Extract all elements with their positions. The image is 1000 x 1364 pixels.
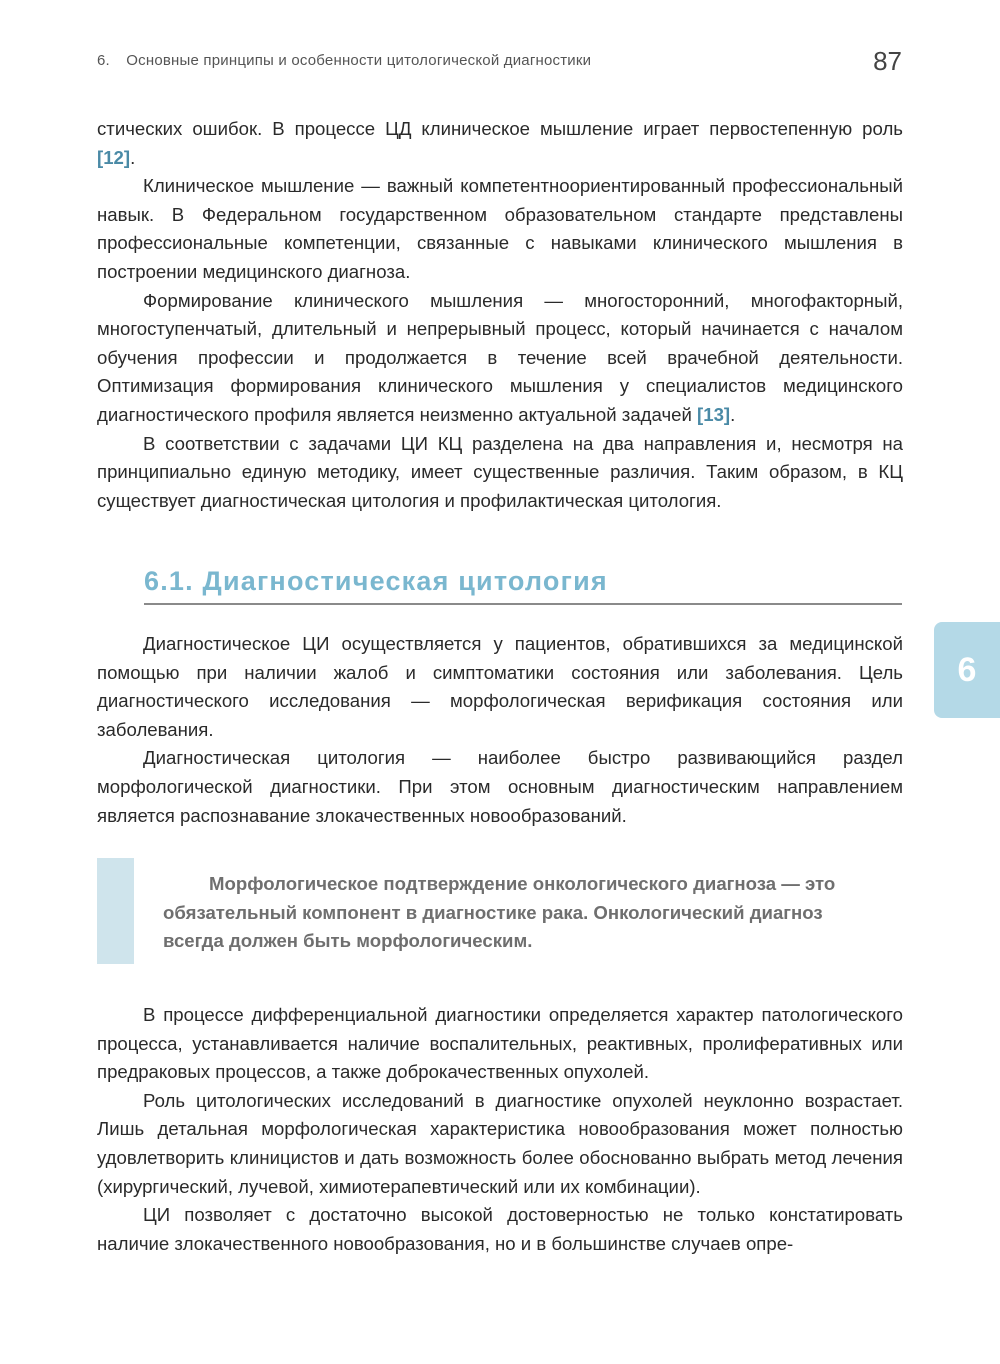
paragraph: Диагностическое ЦИ осуществляется у пациентов, обратившихся за медицинской помощью при наличии жалоб и симптоматики состояния или заболевания. Цель диагностического исследования — морфологическая верификация состояния или заболевания. [97, 633, 903, 740]
paragraph: В соответствии с задачами ЦИ КЦ разделена на два направления и, несмотря на принципиально единую методику, имеет существенные различия. Таким образом, в КЦ существует диагностическая цитология и профилактическая цитология. [97, 432, 903, 511]
chapter-number: 6. [97, 52, 110, 69]
paragraph: ЦИ позволяет с достаточно высокой достоверностью не только констатировать наличие злокачественного новообразования, но и в большинстве случаев опре- [97, 1204, 903, 1254]
paragraph-text: Формирование клинического мышления — многосторонний, многофакторный, многоступенчатый, длительный и непрерывный процесс, который начинается с началом обучения профессии и продолжается в течение всей врачебной деятельности. Оптимизация формирования клинического мышления у специалистов медицинского диагностического профиля является неизменно актуальной задачей [97, 289, 903, 425]
paragraph: Роль цитологических исследований в диагностике опухолей неуклонно возрастает. Лишь детальная морфологическая характеристика новообразования может полностью удовлетворить клиницистов и дать возможность более обоснованно выбрать метод лечения (хирургический, лучевой, химиотерапевтический или их комбинации). [97, 1089, 903, 1197]
paragraph: Диагностическая цитология — наиболее быстро развивающийся раздел морфологической диагностики. При этом основным диагностическим направлением является распознавание злокачественных новообразований. [97, 747, 903, 826]
paragraph: В процессе дифференциальной диагностики определяется характер патологического процесса, устанавливается наличие воспалительных, реактивных, пролиферативных или предраковых процессов, а также доброкачественных опухолей. [97, 1004, 903, 1083]
citation-link[interactable]: [13] [697, 403, 731, 425]
page-number: 87 [873, 46, 902, 76]
chapter-tab[interactable]: 6 [934, 622, 1000, 718]
citation-link[interactable]: [12] [97, 146, 131, 168]
section-text-top [97, 630, 903, 830]
paragraph [97, 115, 903, 172]
paragraph: Клиническое мышление — важный компетентноориентированный профессиональный навык. В Федеральном государственном образовательном стандарте представлены профессиональные компетенции, связанные с навыками клинического мышления в построении медицинского диагноза. [97, 175, 903, 282]
intro-text [97, 115, 903, 515]
section-text-bottom [97, 1001, 903, 1258]
paragraph-end: . [730, 403, 736, 425]
chapter-title: Основные принципы и особенности цитологической диагностики [126, 52, 592, 69]
callout-text: Морфологическое подтверждение онкологического диагноза — это обязательный компонент в диагностике рака. Онкологический диагноз всегда должен быть морфологическим. [163, 873, 836, 952]
callout-accent-bar [97, 858, 134, 964]
paragraph [97, 287, 903, 430]
running-header [97, 52, 697, 69]
paragraph-end: . [130, 146, 136, 168]
section-heading: 6.1. Диагностическая цитология [144, 563, 902, 605]
paragraph-text: стических ошибок. В процессе ЦД клиническое мышление играет первостепенную роль [97, 118, 903, 139]
